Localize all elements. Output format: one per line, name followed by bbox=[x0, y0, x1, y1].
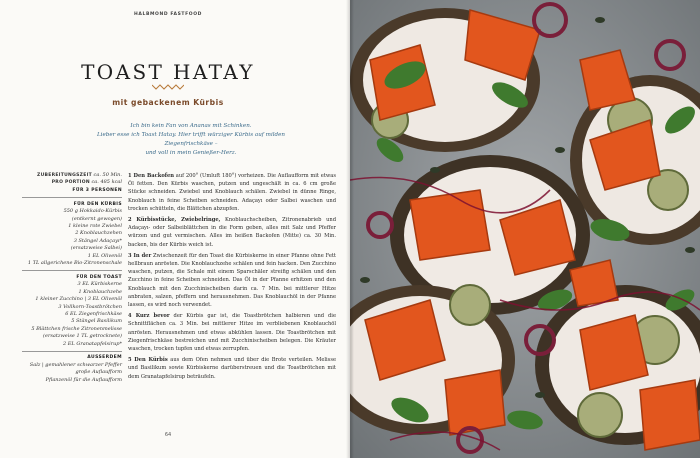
ingredient-item: 1 TL allgerichene Bio-Zitronenschale bbox=[27, 259, 122, 266]
ingredient-item: Salz | gemahlener schwarzer Pfeffer bbox=[29, 361, 122, 368]
step-paragraph: 2 Kürbisstücke, Zwiebelringe, Knoblauchscheiben, Zitronenabrieb und Adaçayı- oder Salbeiblättchen in die Form geben, alles mit Salz und Pfeffer würzen und gut vermischen. Alles im heißen Backofen (Mitte) ca. 30 Min. backen, bis der Kürbis weich ist. bbox=[128, 217, 337, 248]
ingredient-item: große Auflaufform bbox=[75, 369, 122, 376]
method-steps bbox=[128, 172, 336, 384]
step-paragraph: 4 Kurz bevor der Kürbis gar ist, die Toastbrötchen halbieren und die Schnittflächen ca. 3 Min. bei mittlerer Hitze im verbliebenen Knoblauchöl anrösten. Herausnehmen und etwas abkühlen lassen. Die Toastbrötchen mit Ziegenfrischkäse bestreichen und mit Zucchinischeiben belegen. Die Kräuter waschen, trocken tupfen und etwas zerrupfen. bbox=[128, 313, 336, 353]
section-pumpkin-heading: FÜR DEN KÜRBIS bbox=[73, 201, 122, 207]
intro-line: und voll in mein Genießer-Herz. bbox=[145, 150, 237, 156]
book-gutter bbox=[346, 0, 354, 458]
ingredient-item: 3 Vollkorn-Toastbrötchen bbox=[58, 303, 122, 310]
ingredient-item: 2 EL Granatapfelsirup* bbox=[63, 340, 122, 347]
intro-line: Lieber esse ich Toast Hatay. Hier trifft würziger Kürbis auf milden Ziegenfrischkäse – bbox=[96, 132, 286, 147]
step-paragraph: 1 Den Backofen auf 200° (Umluft 180°) vorheizen. Die Auflaufform mit etwas Öl fetten. Den Kürbis waschen, putzen und ungeschält in ca. 6 cm große Stücke schneiden. Zwiebel und Knoblauch schälen. Zwiebel in dünne Ringe, Knoblauch in feine Scheiben schneiden. Adaçayı oder Salbei waschen und trocken schütteln, die Blättchen abzupfen. bbox=[128, 173, 337, 212]
recipe-title: TOAST HATAY bbox=[81, 60, 255, 84]
recipe-subtitle: mit gebackenem Kürbis bbox=[112, 98, 224, 107]
ingredient-item: 6 EL Ziegenfrischkäse bbox=[65, 310, 122, 317]
ingredient-item: 550 g Hokkaido-Kürbis bbox=[63, 208, 122, 215]
divider bbox=[22, 270, 122, 271]
ingredient-item: 5 Stängel Basilikum bbox=[71, 318, 122, 325]
step-paragraph: 5 Den Kürbis aus dem Ofen nehmen und über die Brote verteilen. Melisse und Basilikum sowie Kürbiskerne darüberstreuen und die Toastbrötchen mit dem Granatapfelsirup beträufeln. bbox=[128, 357, 336, 380]
ingredient-item: 3 Stängel Adaçayı* bbox=[73, 237, 122, 244]
recipe-intro bbox=[96, 122, 286, 158]
intro-line: Ich bin kein Fan von Ananas mit Schinken. bbox=[130, 123, 252, 129]
serves-label: FÜR 3 PERSONEN bbox=[72, 187, 122, 193]
food-photo bbox=[350, 0, 700, 458]
right-page-photo bbox=[350, 0, 700, 458]
ingredient-item: 2 Knoblauchzehen bbox=[75, 230, 122, 237]
portion-kcal: PRO PORTION ca. 485 kcal bbox=[51, 179, 122, 186]
ingredient-item: 1 EL Olivenöl bbox=[87, 252, 122, 259]
ingredient-item: (ersatzweise 1 TL getrocknete) bbox=[43, 333, 122, 340]
divider bbox=[22, 351, 122, 352]
section-toast-heading: FÜR DEN TOAST bbox=[76, 274, 122, 280]
divider bbox=[22, 197, 122, 198]
page-number: 64 bbox=[164, 432, 172, 438]
ingredient-item: 5 Blättchen frische Zitronenmelisse bbox=[31, 325, 122, 332]
ingredient-item: 1 kleiner Zucchino | 3 EL Olivenöl bbox=[35, 296, 122, 303]
running-title: HALBMOND FASTFOOD bbox=[134, 12, 202, 17]
prep-time: ZUBEREITUNGSZEIT ca. 50 Min. bbox=[37, 172, 122, 178]
zigzag-ornament-icon bbox=[152, 84, 184, 90]
ingredient-item: Pflanzenöl für die Auflaufform bbox=[45, 376, 122, 383]
ingredients-column bbox=[22, 172, 122, 384]
ingredient-item: (ersatzweise Salbei) bbox=[70, 245, 122, 252]
ingredient-item: 3 EL Kürbiskerne bbox=[77, 281, 122, 288]
ingredient-item: 1 Knoblauchzehe bbox=[78, 288, 122, 295]
ingredient-item: (entkernt gewogen) bbox=[71, 215, 122, 222]
step-paragraph: 3 In der Zwischenzeit für den Toast die Kürbiskerne in einer Pfanne ohne Fett hellbraun anrösten. Die Knoblauchzehe schälen und fein hacken. Den Zucchino waschen, putzen, die Schale mit einem Sparschäler streifig schälen und den Zucchino in feine Scheiben schneiden. Das Öl in der Pfanne erhitzen und den Knoblauch mit den Zucchinischeiben darin ca. 7 Min. bei mittlerer Hitze anbraten, salzen, pfeffern und herausnehmen. Das Knoblauchöl in der Pfanne lassen, es wird noch verwendet. bbox=[128, 252, 336, 309]
ingredient-item: 1 kleine rote Zwiebel bbox=[68, 222, 122, 229]
section-extra-heading: AUSSERDEM bbox=[87, 355, 122, 361]
